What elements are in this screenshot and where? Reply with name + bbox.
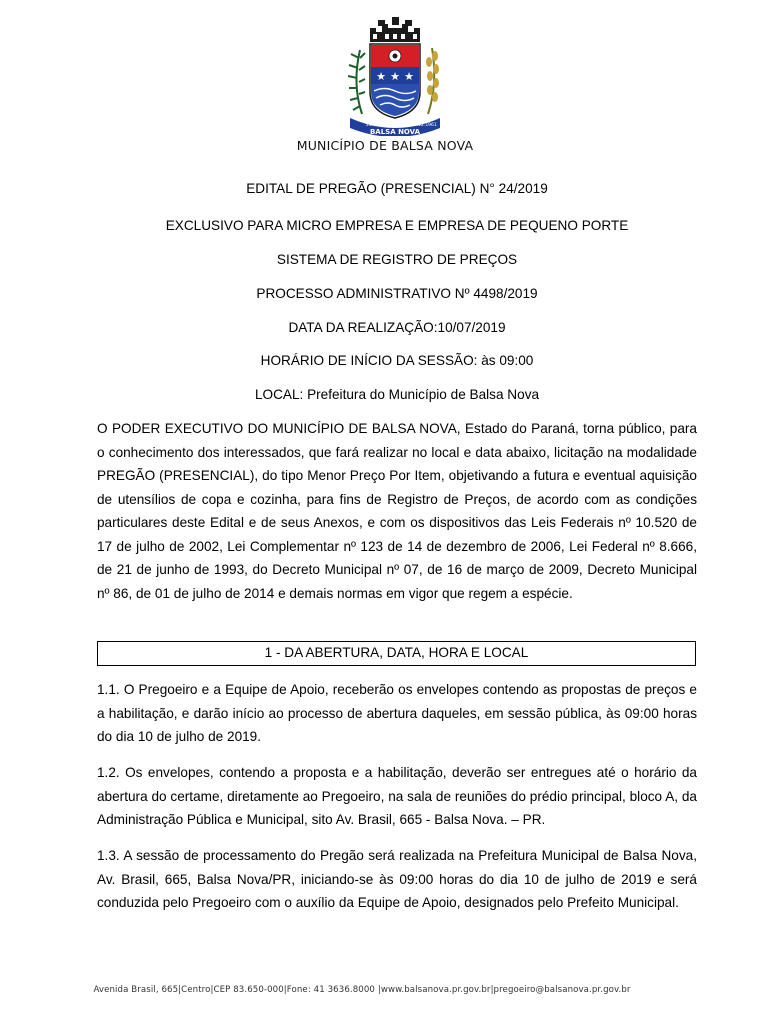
municipal-coat-of-arms bbox=[340, 14, 450, 136]
crest-date-right: 04.12.1961 bbox=[411, 123, 437, 128]
municipality-name: MUNICÍPIO DE BALSA NOVA bbox=[296, 138, 474, 153]
realization-date: DATA DA REALIZAÇÃO:10/07/2019 bbox=[288, 320, 506, 335]
session-location: LOCAL: Prefeitura do Município de Balsa Nova bbox=[254, 387, 540, 402]
intro-paragraph: O PODER EXECUTIVO DO MUNICÍPIO DE BALSA NOVA, Estado do Paraná, torna público, para o conhecimento dos interessados, que fará realizar no local e data abaixo, licitação na modalidade PREGÃO (PRESENCIAL), do tipo Menor Preço Por Item, objetivando a futura e eventual aquisição de utensílios de copa e cozinha, para fins de Registro de Preços, de acordo com as condições particulares deste Edital e de seus Anexos, e com os dispositivos das Leis Federais nº 10.520 de 17 de julho de 2002, Lei Complementar nº 123 de 14 de dezembro de 2006, Lei Federal nº 8.666, de 21 de junho de 1993, do Decreto Municipal nº 07, de 16 de março de 2009, Decreto Municipal nº 86, de 01 de julho de 2014 e demais normas em vigor que regem a espécie. bbox=[97, 421, 697, 601]
svg-text:★: ★ bbox=[404, 70, 414, 83]
session-start-time: HORÁRIO DE INÍCIO DA SESSÃO: às 09:00 bbox=[260, 353, 534, 368]
pine-branch bbox=[348, 50, 365, 114]
crest-ribbon bbox=[350, 118, 440, 136]
svg-text:★: ★ bbox=[376, 70, 386, 83]
edital-title: EDITAL DE PREGÃO (PRESENCIAL) N° 24/2019 bbox=[246, 181, 548, 196]
registry-system: SISTEMA DE REGISTRO DE PREÇOS bbox=[276, 252, 518, 267]
section-heading: 1 - DA ABERTURA, DATA, HORA E LOCAL bbox=[97, 641, 696, 666]
wheat-stalk bbox=[426, 48, 439, 114]
mural-crown bbox=[370, 17, 420, 42]
clause-1-3: 1.3. A sessão de processamento do Pregão será realizada na Prefeitura Municipal de Balsa Nova, Av. Brasil, 665, Balsa Nova/PR, iniciando-se às 09:00 horas do dia 10 de julho de 2019 e será conduzida pelo Pregoeiro com o auxílio da Equipe de Apoio, designados pelo Prefeito Municipal. bbox=[97, 848, 697, 910]
crest-date-left: 25.01.1961 bbox=[366, 123, 392, 128]
clause-1-2: 1.2. Os envelopes, contendo a proposta e a habilitação, deverão ser entregues até o horário da abertura do certame, diretamente ao Pregoeiro, na sala de reuniões do prédio principal, bloco A, da Administração Pública e Municipal, sito Av. Brasil, 665 - Balsa Nova. – PR. bbox=[97, 765, 697, 827]
footer-contact: Avenida Brasil, 665|Centro|CEP 83.650-000|Fone: 41 3636.8000 |www.balsanova.pr.gov.br|pregoeiro@balsanova.pr.gov.br bbox=[93, 985, 631, 995]
crest-name: BALSA NOVA bbox=[369, 128, 421, 136]
process-number: PROCESSO ADMINISTRATIVO Nº 4498/2019 bbox=[256, 286, 538, 301]
shield bbox=[370, 44, 420, 118]
clause-1-1: 1.1. O Pregoeiro e a Equipe de Apoio, receberão os envelopes contendo as propostas de preços e a habilitação, e darão início ao processo de abertura daqueles, em sessão pública, às 09:00 horas do dia 10 de julho de 2019. bbox=[97, 682, 697, 744]
svg-text:★: ★ bbox=[390, 70, 400, 83]
exclusive-notice: EXCLUSIVO PARA MICRO EMPRESA E EMPRESA DE PEQUENO PORTE bbox=[165, 218, 629, 233]
